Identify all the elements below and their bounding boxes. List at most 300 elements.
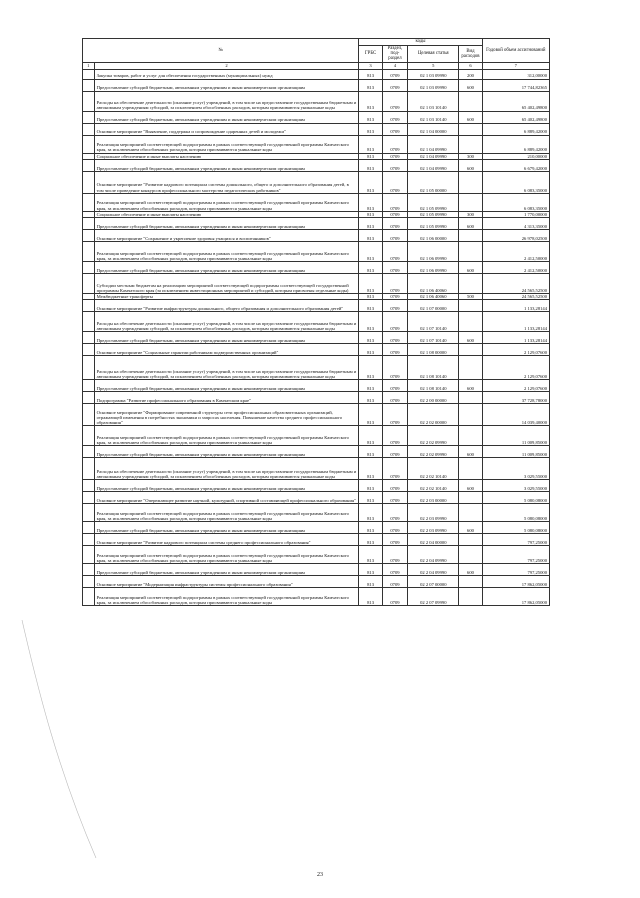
row-target-article: 02 2 07 00000: [408, 576, 459, 588]
table-row: [83, 242, 550, 262]
row-sum: 1 133,28144: [482, 332, 549, 344]
page-number: 23: [317, 872, 323, 878]
row-sum: 65 402,49800: [482, 111, 549, 123]
row-target-article: 02 1 03 09990: [408, 69, 459, 79]
row-name: Предоставление субсидий бюджетным, автономным учреждениям и иным некоммерческим организациям: [94, 564, 359, 576]
row-target-article: 02 2 07 09990: [408, 588, 459, 606]
scan-artifact-line: [18, 620, 98, 860]
row-razdel: 0709: [382, 153, 408, 159]
row-grbs: 813: [359, 492, 382, 504]
row-razdel: 0709: [382, 446, 408, 458]
row-expense-type: [459, 546, 482, 564]
table-row: [83, 274, 550, 294]
table-row: [83, 79, 550, 91]
row-razdel: 0709: [382, 159, 408, 171]
row-number: [83, 159, 95, 171]
row-expense-type: [459, 392, 482, 404]
row-sum: 11 009,85000: [482, 446, 549, 458]
row-sum: 5 080,08000: [482, 492, 549, 504]
row-target-article: 02 1 05 09990: [408, 211, 459, 217]
row-target-article: 02 2 04 00000: [408, 534, 459, 546]
row-number: [83, 546, 95, 564]
row-expense-type: 600: [459, 262, 482, 274]
row-name: Предоставление субсидий бюджетным, автономным учреждениям и иным некоммерческим организациям: [94, 522, 359, 534]
row-grbs: 813: [359, 522, 382, 534]
col-index: 4: [382, 62, 408, 69]
row-sum: 24 565,52500: [482, 274, 549, 294]
row-expense-type: [459, 344, 482, 356]
table-row: [83, 332, 550, 344]
row-target-article: 02 1 08 00000: [408, 344, 459, 356]
row-grbs: 813: [359, 230, 382, 242]
row-expense-type: [459, 426, 482, 446]
table-row: [83, 492, 550, 504]
table-row: [83, 111, 550, 123]
row-name: Предоставление субсидий бюджетным, автономным учреждениям и иным некоммерческим организациям: [94, 446, 359, 458]
table-row: [83, 546, 550, 564]
row-number: [83, 135, 95, 153]
row-number: [83, 344, 95, 356]
row-expense-type: [459, 135, 482, 153]
row-number: [83, 504, 95, 522]
row-expense-type: [459, 458, 482, 480]
row-name: Социальное обеспечение и иные выплаты населению: [94, 153, 359, 159]
row-sum: 65 402,49800: [482, 91, 549, 111]
col-index: 2: [94, 62, 359, 69]
row-name: Реализация мероприятий соответствующей подпрограммы в рамках соответствующей государственной программы Камчатского края, за исключением обособленных расходов, которым присваиваются уникальные коды: [94, 193, 359, 211]
table-row: [83, 230, 550, 242]
row-grbs: 813: [359, 564, 382, 576]
row-target-article: 02 1 04 09990: [408, 159, 459, 171]
row-number: [83, 588, 95, 606]
row-name: Закупка товаров, работ и услуг для обеспечения государственных (муниципальных) нужд: [94, 69, 359, 79]
row-grbs: 813: [359, 404, 382, 426]
row-target-article: 02 1 03 10140: [408, 91, 459, 111]
row-number: [83, 91, 95, 111]
row-target-article: 02 1 04 09990: [408, 135, 459, 153]
table-body: [83, 69, 550, 606]
row-name: Основное мероприятие "Развитие кадрового потенциала системы среднего профессионального образования": [94, 534, 359, 546]
row-grbs: 813: [359, 274, 382, 294]
row-expense-type: 300: [459, 153, 482, 159]
row-razdel: 0709: [382, 356, 408, 380]
row-sum: 1 770,00000: [482, 211, 549, 217]
row-name: Реализация мероприятий соответствующей подпрограммы в рамках соответствующей государственной программы Камчатского края, за исключением обособленных расходов, которым присваиваются уникальные коды: [94, 426, 359, 446]
row-expense-type: 600: [459, 79, 482, 91]
row-target-article: 02 2 00 00000: [408, 392, 459, 404]
row-sum: 2 412,50000: [482, 242, 549, 262]
row-razdel: 0709: [382, 404, 408, 426]
row-expense-type: 200: [459, 69, 482, 79]
row-grbs: 813: [359, 193, 382, 211]
row-name: Расходы на обеспечение деятельности (оказание услуг) учреждений, в том числе на предоставление государственным бюджетным и автономным учреждениям субсидий, за исключением обособленных расходов, которым присваиваются уникальные коды: [94, 458, 359, 480]
row-target-article: 02 2 02 09990: [408, 446, 459, 458]
row-target-article: 02 1 04 00000: [408, 123, 459, 135]
row-expense-type: [459, 588, 482, 606]
header-grbs: ГРБС: [359, 46, 382, 63]
row-expense-type: [459, 274, 482, 294]
row-razdel: 0709: [382, 534, 408, 546]
row-target-article: 02 2 03 09990: [408, 504, 459, 522]
row-sum: 797,25000: [482, 564, 549, 576]
row-razdel: 0709: [382, 504, 408, 522]
row-razdel: 0709: [382, 546, 408, 564]
row-name: Основное мероприятие "Модернизация инфраструктуры системы профессионального образования": [94, 576, 359, 588]
row-target-article: 02 1 07 10140: [408, 332, 459, 344]
row-razdel: 0709: [382, 480, 408, 492]
row-target-article: 02 2 03 00000: [408, 492, 459, 504]
row-name: Основное мероприятие "Развитие инфраструктуры дошкольного, общего образования и дополнительного образования детей": [94, 300, 359, 312]
row-number: [83, 242, 95, 262]
row-razdel: 0709: [382, 262, 408, 274]
row-expense-type: [459, 404, 482, 426]
row-grbs: 813: [359, 300, 382, 312]
row-expense-type: [459, 534, 482, 546]
header-razdel: Раздел, под-раздел: [382, 46, 408, 63]
row-name: Предоставление субсидий бюджетным, автономным учреждениям и иным некоммерческим организациям: [94, 159, 359, 171]
row-number: [83, 356, 95, 380]
row-expense-type: 600: [459, 480, 482, 492]
row-grbs: 813: [359, 504, 382, 522]
row-razdel: 0709: [382, 230, 408, 242]
row-sum: 6 889,42000: [482, 135, 549, 153]
row-name: Предоставление субсидий бюджетным, автономным учреждениям и иным некоммерческим организациям: [94, 332, 359, 344]
row-name: Реализация мероприятий соответствующей подпрограммы в рамках соответствующей государственной программы Камчатского края, за исключением обособленных расходов, которым присваиваются уникальные коды: [94, 135, 359, 153]
table-row: [83, 123, 550, 135]
table-row: [83, 300, 550, 312]
row-sum: 17 862,05000: [482, 588, 549, 606]
row-number: [83, 404, 95, 426]
row-razdel: 0709: [382, 69, 408, 79]
row-sum: 24 565,52500: [482, 294, 549, 300]
row-expense-type: 600: [459, 380, 482, 392]
row-target-article: 02 2 02 10140: [408, 458, 459, 480]
row-number: [83, 111, 95, 123]
table-row: [83, 262, 550, 274]
row-razdel: 0709: [382, 332, 408, 344]
row-target-article: 02 1 06 00000: [408, 230, 459, 242]
row-expense-type: 600: [459, 522, 482, 534]
row-grbs: 813: [359, 123, 382, 135]
row-expense-type: [459, 492, 482, 504]
row-number: [83, 380, 95, 392]
row-expense-type: [459, 576, 482, 588]
row-razdel: 0709: [382, 111, 408, 123]
row-expense-type: 500: [459, 294, 482, 300]
row-target-article: 02 1 03 10140: [408, 111, 459, 123]
row-razdel: 0709: [382, 458, 408, 480]
row-grbs: 813: [359, 344, 382, 356]
col-index: 5: [408, 62, 459, 69]
row-target-article: 02 2 03 09990: [408, 522, 459, 534]
row-grbs: 813: [359, 111, 382, 123]
row-expense-type: 600: [459, 218, 482, 230]
table-row: [83, 135, 550, 153]
row-sum: 6 889,42000: [482, 123, 549, 135]
row-target-article: 02 1 06 09990: [408, 242, 459, 262]
row-grbs: 813: [359, 546, 382, 564]
row-expense-type: 600: [459, 332, 482, 344]
row-razdel: 0709: [382, 171, 408, 193]
row-number: [83, 522, 95, 534]
row-grbs: 813: [359, 446, 382, 458]
row-number: [83, 193, 95, 211]
row-number: [83, 262, 95, 274]
row-name: Социальное обеспечение и иные выплаты населению: [94, 211, 359, 217]
row-grbs: 813: [359, 159, 382, 171]
row-razdel: 0709: [382, 564, 408, 576]
table-row: [83, 392, 550, 404]
row-grbs: 813: [359, 79, 382, 91]
table-row: [83, 91, 550, 111]
row-expense-type: 600: [459, 159, 482, 171]
row-number: [83, 123, 95, 135]
row-target-article: 02 1 05 00000: [408, 171, 459, 193]
table-row: [83, 588, 550, 606]
row-expense-type: 600: [459, 111, 482, 123]
table-row: [83, 171, 550, 193]
budget-table: [82, 38, 550, 606]
row-target-article: 02 2 04 09990: [408, 546, 459, 564]
row-sum: 17 862,05000: [482, 576, 549, 588]
table-row: [83, 446, 550, 458]
row-target-article: 02 1 06 40060: [408, 294, 459, 300]
row-razdel: 0709: [382, 135, 408, 153]
table-row: [83, 380, 550, 392]
row-number: [83, 446, 95, 458]
row-target-article: 02 1 06 09990: [408, 262, 459, 274]
row-number: [83, 79, 95, 91]
col-index: 6: [459, 62, 482, 69]
table-row: [83, 480, 550, 492]
row-razdel: 0709: [382, 492, 408, 504]
row-expense-type: [459, 300, 482, 312]
row-name: Предоставление субсидий бюджетным, автономным учреждениям и иным некоммерческим организациям: [94, 111, 359, 123]
row-number: [83, 458, 95, 480]
row-target-article: 02 1 08 10140: [408, 356, 459, 380]
row-grbs: 813: [359, 458, 382, 480]
row-sum: 4 313,35000: [482, 218, 549, 230]
row-name: Расходы на обеспечение деятельности (оказание услуг) учреждений, в том числе на предоставление государственным бюджетным и автономным учреждениям субсидий, за исключением обособленных расходов, которым присваиваются уникальные коды: [94, 91, 359, 111]
row-razdel: 0709: [382, 344, 408, 356]
header-codes: коды: [359, 39, 482, 46]
row-number: [83, 392, 95, 404]
row-razdel: 0709: [382, 576, 408, 588]
row-razdel: 0709: [382, 274, 408, 294]
header-index-row: [83, 62, 550, 69]
row-sum: 2 412,50000: [482, 262, 549, 274]
row-number: [83, 564, 95, 576]
row-name: Основное мероприятие "Сохранение и укрепление здоровья учащихся и воспитанников": [94, 230, 359, 242]
row-expense-type: 600: [459, 564, 482, 576]
table-row: [83, 344, 550, 356]
row-target-article: 02 1 03 09990: [408, 79, 459, 91]
row-number: [83, 230, 95, 242]
row-grbs: 813: [359, 332, 382, 344]
row-grbs: 813: [359, 69, 382, 79]
row-razdel: 0709: [382, 300, 408, 312]
row-sum: 37 728,78000: [482, 392, 549, 404]
row-razdel: 0709: [382, 392, 408, 404]
row-razdel: 0709: [382, 380, 408, 392]
row-name: Реализация мероприятий соответствующей подпрограммы в рамках соответствующей государственной программы Камчатского края, за исключением обособленных расходов, которым присваиваются уникальные коды: [94, 504, 359, 522]
row-sum: 26 978,02500: [482, 230, 549, 242]
row-razdel: 0709: [382, 426, 408, 446]
row-target-article: 02 1 08 10140: [408, 380, 459, 392]
row-sum: 2 129,07600: [482, 356, 549, 380]
row-name: Межбюджетные трансферты: [94, 294, 359, 300]
row-target-article: 02 1 04 09990: [408, 153, 459, 159]
row-razdel: 0709: [382, 218, 408, 230]
row-name: Предоставление субсидий бюджетным, автономным учреждениям и иным некоммерческим организациям: [94, 79, 359, 91]
row-sum: 1 133,28144: [482, 312, 549, 332]
row-razdel: 0709: [382, 123, 408, 135]
row-grbs: 813: [359, 218, 382, 230]
row-number: [83, 576, 95, 588]
row-number: [83, 534, 95, 546]
row-sum: 2 129,07600: [482, 344, 549, 356]
table-row: [83, 522, 550, 534]
row-sum: 797,25000: [482, 534, 549, 546]
row-expense-type: [459, 312, 482, 332]
row-name: Основное мероприятие "Социальные гарантии работникам подведомственных организаций": [94, 344, 359, 356]
row-grbs: 813: [359, 380, 382, 392]
row-sum: 6 679,42000: [482, 159, 549, 171]
row-name: Основное мероприятие "Формирование современной структуры сети профессиональных образовательных организаций, отражающей изменения в потребностях экономики и запросах населения. Повышение качества среднего профессионального образования": [94, 404, 359, 426]
row-name: Основное мероприятие "Развитие кадрового потенциала системы дошкольного, общего и дополнительного образования детей, в том числе проведение конкурсов профессионального мастерства педагогических работников": [94, 171, 359, 193]
row-expense-type: [459, 91, 482, 111]
row-name: Основное мероприятие "Опережающее развитие научной, культурной, спортивной составляющей профессионального образования": [94, 492, 359, 504]
row-target-article: 02 2 04 09990: [408, 564, 459, 576]
row-name: Предоставление субсидий бюджетным, автономным учреждениям и иным некоммерческим организациям: [94, 380, 359, 392]
table-row: [83, 504, 550, 522]
header-vr: Вид расходов: [459, 46, 482, 63]
row-expense-type: [459, 123, 482, 135]
row-sum: 2 129,07600: [482, 380, 549, 392]
row-sum: 6 083,35000: [482, 193, 549, 211]
row-sum: 14 039,40000: [482, 404, 549, 426]
row-grbs: 813: [359, 262, 382, 274]
row-target-article: 02 2 02 09990: [408, 426, 459, 446]
row-number: [83, 300, 95, 312]
row-razdel: 0709: [382, 588, 408, 606]
row-target-article: 02 2 02 10140: [408, 480, 459, 492]
table-row: [83, 69, 550, 79]
row-grbs: 813: [359, 392, 382, 404]
row-name: Предоставление субсидий бюджетным, автономным учреждениям и иным некоммерческим организациям: [94, 262, 359, 274]
row-target-article: 02 1 07 10140: [408, 312, 459, 332]
row-expense-type: 300: [459, 211, 482, 217]
row-number: [83, 492, 95, 504]
row-grbs: 813: [359, 153, 382, 159]
row-sum: 797,25000: [482, 546, 549, 564]
header-num: №: [83, 39, 359, 63]
row-name: Реализация мероприятий соответствующей подпрограммы в рамках соответствующей государственной программы Камчатского края, за исключением обособленных расходов, которым присваиваются уникальные коды: [94, 546, 359, 564]
col-index: 3: [359, 62, 382, 69]
table-row: [83, 404, 550, 426]
row-name: Подпрограмма "Развитие профессионального образования в Камчатском крае": [94, 392, 359, 404]
row-number: [83, 426, 95, 446]
row-number: [83, 69, 95, 79]
row-name: Предоставление субсидий бюджетным, автономным учреждениям и иным некоммерческим организациям: [94, 218, 359, 230]
row-number: [83, 171, 95, 193]
row-expense-type: [459, 193, 482, 211]
row-expense-type: [459, 356, 482, 380]
row-razdel: 0709: [382, 211, 408, 217]
table-row: [83, 193, 550, 211]
row-expense-type: [459, 504, 482, 522]
row-sum: 210,00000: [482, 153, 549, 159]
table-row: [83, 576, 550, 588]
row-grbs: 813: [359, 480, 382, 492]
table-row: [83, 312, 550, 332]
table-row: [83, 356, 550, 380]
row-name: Реализация мероприятий соответствующей подпрограммы в рамках соответствующей государственной программы Камчатского края, за исключением обособленных расходов, которым присваиваются уникальные коды: [94, 242, 359, 262]
row-name: Основное мероприятие "Выявление, поддержка и сопровождение одаренных детей и молодежи": [94, 123, 359, 135]
row-grbs: 813: [359, 211, 382, 217]
row-sum: 6 083,35000: [482, 171, 549, 193]
row-name: Субсидии местным бюджетам на реализацию мероприятий соответствующей подпрограммы соответствующей государственной программы Камчатского края (за исключением инвестиционных мероприятий и субсидий, которым присвоены отдельные коды): [94, 274, 359, 294]
row-number: [83, 274, 95, 294]
col-index: 7: [482, 62, 549, 69]
row-razdel: 0709: [382, 79, 408, 91]
table-row: [83, 218, 550, 230]
row-razdel: 0709: [382, 522, 408, 534]
table-row: [83, 534, 550, 546]
row-target-article: 02 1 05 09990: [408, 218, 459, 230]
row-sum: 11 009,85000: [482, 426, 549, 446]
row-grbs: 813: [359, 242, 382, 262]
row-sum: 5 080,08000: [482, 504, 549, 522]
row-sum: 5 080,08000: [482, 522, 549, 534]
row-expense-type: [459, 242, 482, 262]
row-razdel: 0709: [382, 193, 408, 211]
row-sum: 3 029,55000: [482, 480, 549, 492]
row-target-article: 02 1 05 09990: [408, 193, 459, 211]
row-sum: 1 133,28144: [482, 300, 549, 312]
row-razdel: 0709: [382, 242, 408, 262]
header-cs: Целевая статья: [408, 46, 459, 63]
row-grbs: 813: [359, 171, 382, 193]
row-number: [83, 218, 95, 230]
row-expense-type: 600: [459, 446, 482, 458]
row-grbs: 813: [359, 534, 382, 546]
row-razdel: 0709: [382, 294, 408, 300]
row-grbs: 813: [359, 588, 382, 606]
table-row: [83, 426, 550, 446]
row-grbs: 813: [359, 135, 382, 153]
row-grbs: 813: [359, 91, 382, 111]
col-index: 1: [83, 62, 95, 69]
row-name: Расходы на обеспечение деятельности (оказание услуг) учреждений, в том числе на предоставление государственным бюджетным и автономным учреждениям субсидий, за исключением обособленных расходов, которым присваиваются уникальные коды: [94, 356, 359, 380]
row-name: Реализация мероприятий соответствующей подпрограммы в рамках соответствующей государственной программы Камчатского края, за исключением обособленных расходов, которым присваиваются уникальные коды: [94, 588, 359, 606]
row-grbs: 813: [359, 312, 382, 332]
row-target-article: 02 1 07 00000: [408, 300, 459, 312]
row-grbs: 813: [359, 576, 382, 588]
row-target-article: 02 2 02 00000: [408, 404, 459, 426]
row-number: [83, 480, 95, 492]
row-grbs: 813: [359, 426, 382, 446]
row-expense-type: [459, 171, 482, 193]
row-razdel: 0709: [382, 91, 408, 111]
row-number: [83, 312, 95, 332]
row-name: Расходы на обеспечение деятельности (оказание услуг) учреждений, в том числе на предоставление государственным бюджетным и автономным учреждениям субсидий, за исключением обособленных расходов, которым присваиваются уникальные коды: [94, 312, 359, 332]
row-grbs: 813: [359, 294, 382, 300]
row-sum: 3 029,55000: [482, 458, 549, 480]
header-sum: Годовой объем ассигнований: [482, 39, 549, 63]
row-expense-type: [459, 230, 482, 242]
row-target-article: 02 1 06 40060: [408, 274, 459, 294]
